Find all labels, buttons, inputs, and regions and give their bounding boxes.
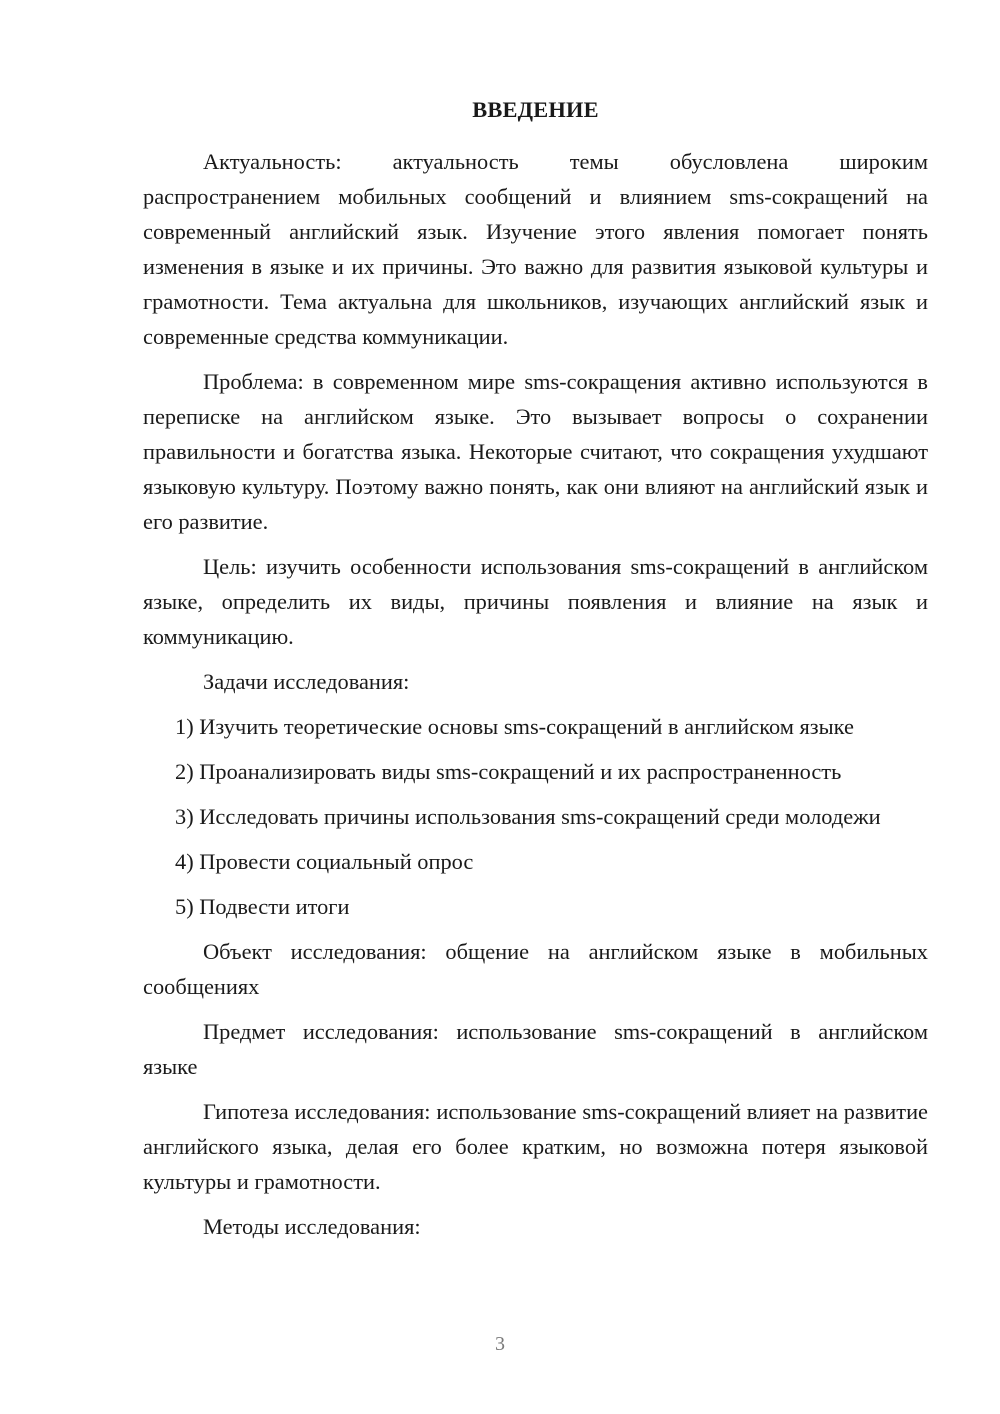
object-paragraph: Объект исследования: общение на английском языке в мобильных сообщениях [143,939,928,999]
task-item-1: 1) Изучить теоретические основы sms-сокращений в английском языке [175,714,854,739]
methods-heading: Методы исследования: [203,1214,421,1239]
task-item-3: 3) Исследовать причины использования sms-сокращений среди молодежи [175,804,881,829]
task-item-5: 5) Подвести итоги [175,894,350,919]
goal-paragraph: Цель: изучить особенности использования sms-сокращений в английском языке, определить их виды, причины появления и влияние на язык и коммуникацию. [143,554,928,649]
subject-paragraph: Предмет исследования: использование sms-сокращений в английском языке [143,1019,928,1079]
page-number: 3 [495,1333,505,1355]
tasks-heading: Задачи исследования: [203,669,410,694]
relevance-paragraph: Актуальность: актуальность темы обусловлена широким распространением мобильных сообщений и влиянием sms-сокращений на современный английский язык. Изучение этого явления помогает понять изменения в языке и их причины. Это важно для развития языковой культуры и грамотности. Тема актуальна для школьников, изучающих английский язык и современные средства коммуникации. [143,149,928,349]
task-item-2: 2) Проанализировать виды sms-сокращений и их распространенность [175,759,842,784]
section-title: ВВЕДЕНИЕ [472,97,599,122]
document-body [143,92,928,1254]
problem-paragraph: Проблема: в современном мире sms-сокращения активно используются в переписке на английском языке. Это вызывает вопросы о сохранении правильности и богатства языка. Некоторые считают, что сокращения ухудшают языковую культуру. Поэтому важно понять, как они влияют на английский язык и его развитие. [143,369,928,534]
hypothesis-paragraph: Гипотеза исследования: использование sms-сокращений влияет на развитие английского языка, делая его более кратким, но возможна потеря языковой культуры и грамотности. [143,1099,928,1194]
task-item-4: 4) Провести социальный опрос [175,849,474,874]
